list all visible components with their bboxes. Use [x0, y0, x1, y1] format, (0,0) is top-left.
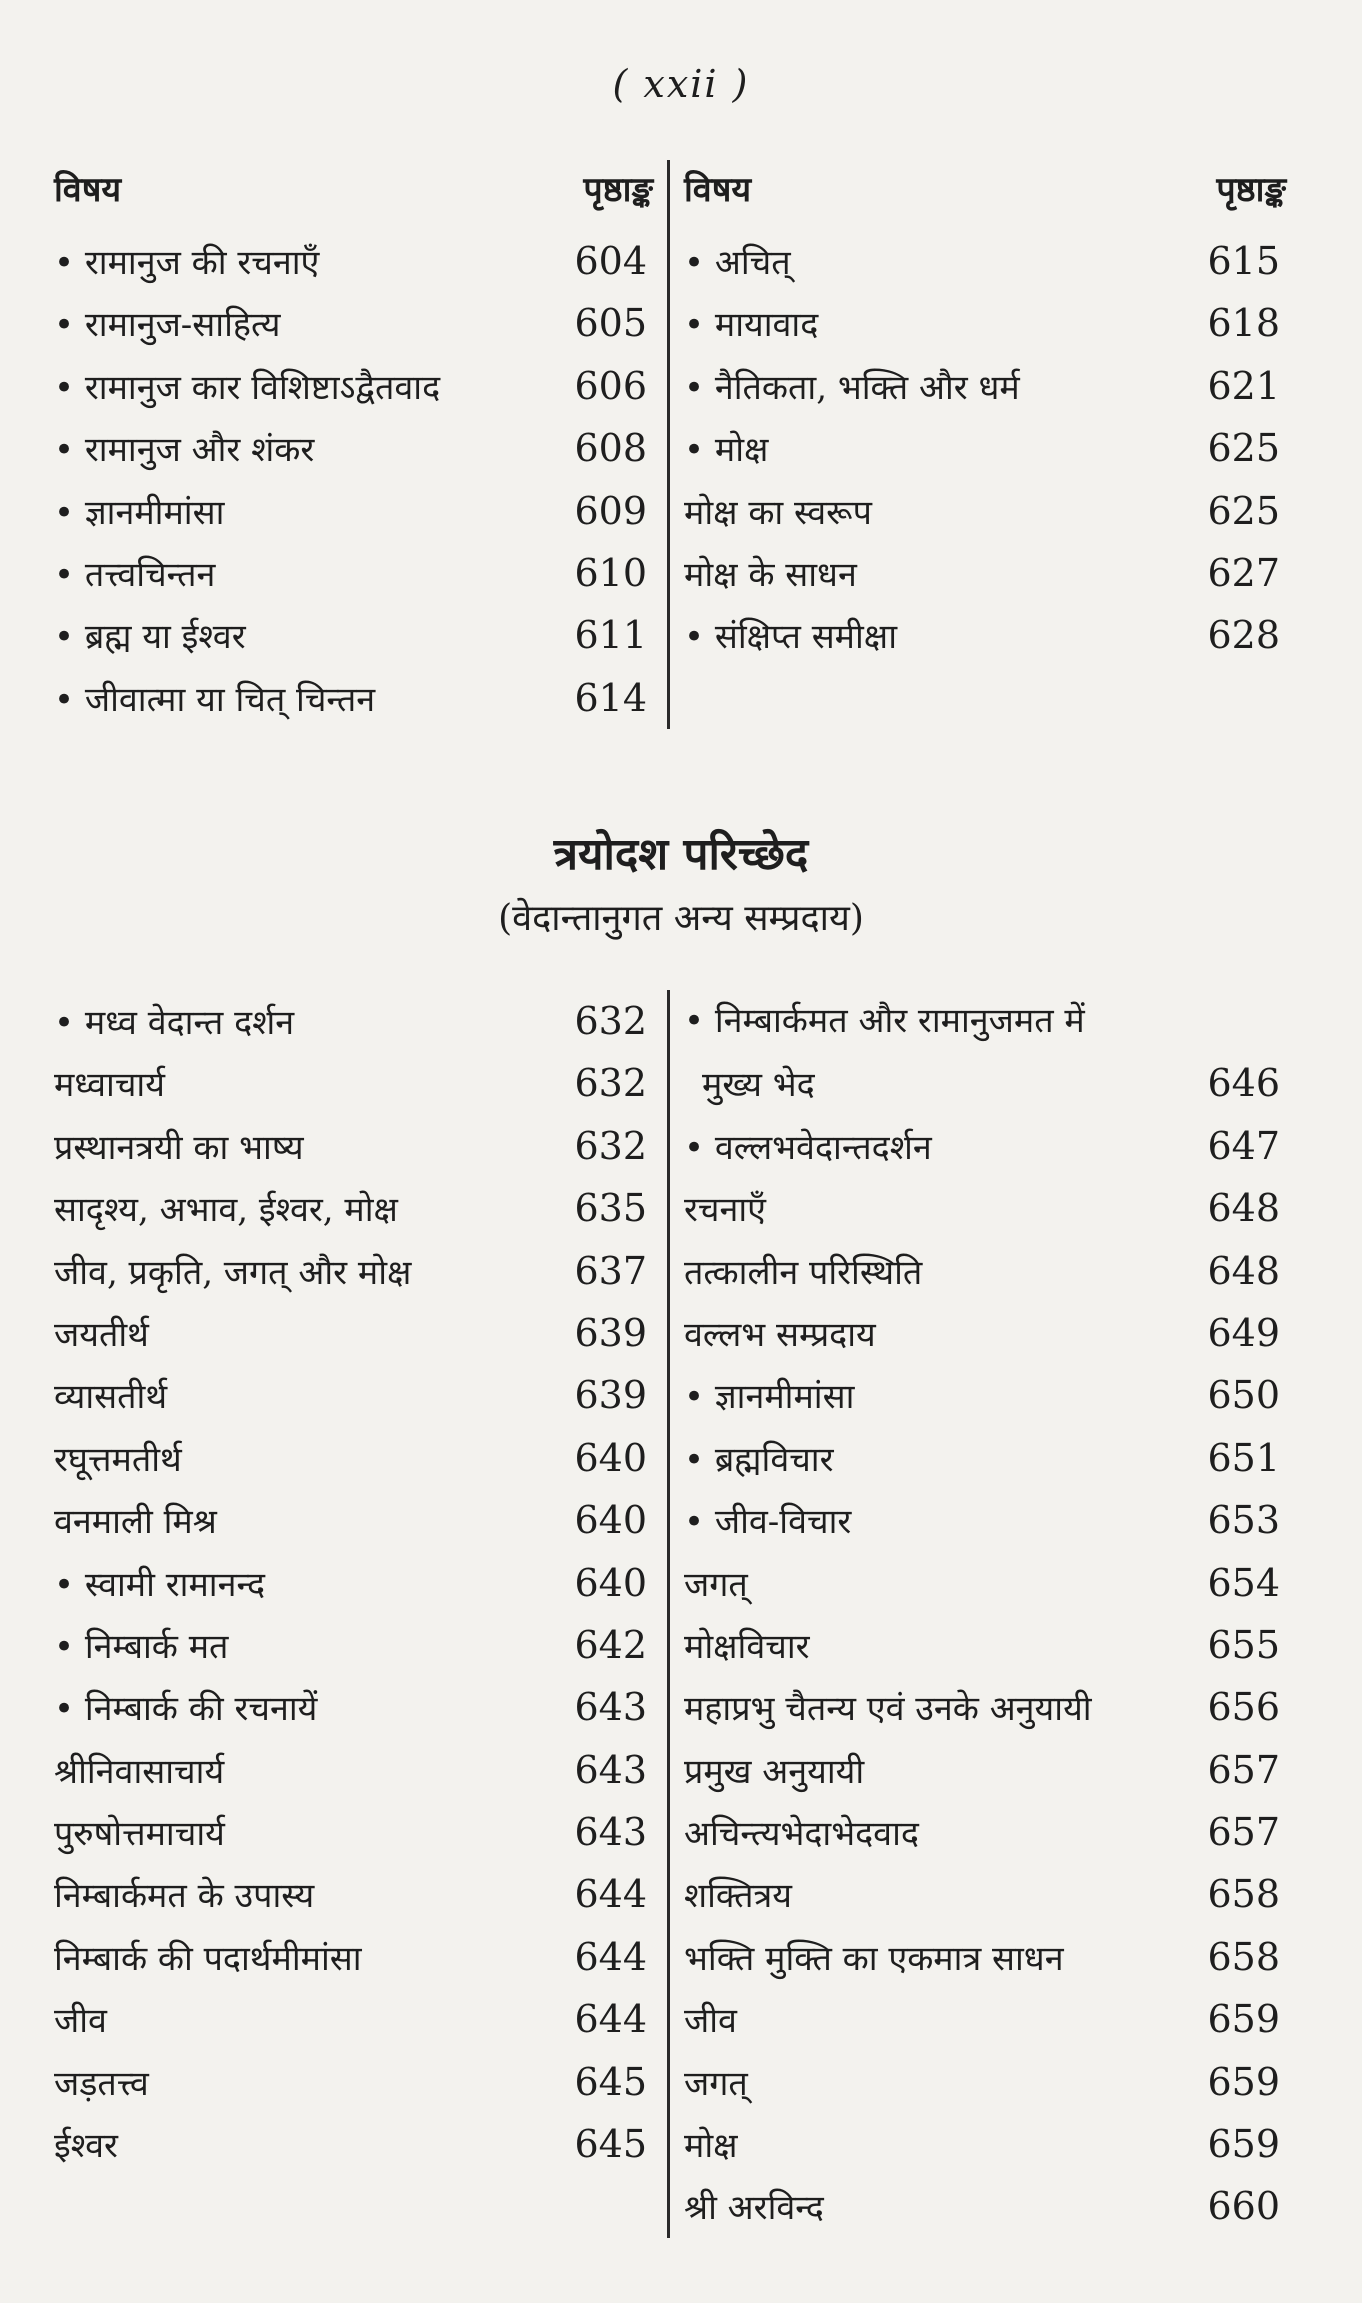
entry-label: रघूत्तमतीर्थ: [54, 1439, 182, 1480]
entry-page: 643: [574, 1810, 647, 1855]
entry-label: जीव, प्रकृति, जगत् और मोक्ष: [54, 1252, 412, 1293]
entry-page: 610: [574, 550, 647, 595]
entry-page: 655: [1207, 1622, 1280, 1667]
entry-label: जीव: [684, 2001, 737, 2042]
entry-label: • रामानुज कार विशिष्टाऽद्वैतवाद: [54, 367, 441, 408]
entry-page: 608: [574, 426, 647, 471]
toc-entry: [54, 1115, 653, 1177]
entry-label: वनमाली मिश्र: [54, 1502, 217, 1543]
entry-page: 645: [574, 2059, 647, 2104]
toc-entry: [684, 292, 1286, 354]
toc-entry: [684, 1177, 1286, 1239]
entry-page: 637: [574, 1248, 647, 1293]
toc-entry: [54, 292, 653, 354]
entry-label: • रामानुज की रचनाएँ: [54, 243, 320, 283]
toc-entry: [684, 1489, 1286, 1551]
toc-entry: [54, 990, 653, 1052]
bottom-left-column: [40, 990, 670, 2238]
subject-heading: विषय: [684, 170, 752, 210]
entry-label: जगत्: [684, 1564, 748, 1605]
entry-page: 643: [574, 1685, 647, 1730]
entry-page: 653: [1207, 1498, 1280, 1543]
entry-page: 643: [574, 1747, 647, 1792]
toc-entry: [684, 1801, 1286, 1863]
toc-entry: [684, 1926, 1286, 1988]
toc-entry: [54, 1302, 653, 1364]
entry-page: 645: [574, 2122, 647, 2167]
entry-label: • तत्त्वचिन्तन: [54, 554, 216, 595]
entry-page: 611: [574, 613, 647, 658]
bottom-toc-section: [40, 990, 1302, 2238]
entry-label: • नैतिकता, भक्ति और धर्म: [684, 367, 1020, 408]
toc-entry: [54, 2051, 653, 2113]
entry-label: महाप्रभु चैतन्य एवं उनके अनुयायी: [684, 1689, 1092, 1730]
entry-label: मोक्ष का स्वरूप: [684, 492, 872, 533]
entry-page: 644: [574, 1997, 647, 2042]
toc-entry: [684, 2051, 1286, 2113]
entry-page: 614: [574, 675, 647, 720]
entry-label: मोक्षविचार: [684, 1626, 810, 1667]
toc-entry: [54, 1676, 653, 1738]
entry-label: • वल्लभवेदान्तदर्शन: [684, 1127, 932, 1168]
entry-label: मोक्ष के साधन: [684, 554, 857, 595]
toc-entry-continued: [684, 1052, 1286, 1114]
entry-page: 657: [1207, 1747, 1280, 1792]
toc-entry: [684, 2113, 1286, 2175]
toc-entry: [54, 1739, 653, 1801]
entry-page: 615: [1207, 239, 1280, 283]
entry-page: 606: [574, 363, 647, 408]
entry-label: श्री अरविन्द: [684, 2188, 824, 2229]
chapter-subtitle: (वेदान्तानुगत अन्य सम्प्रदाय): [498, 898, 864, 939]
entry-page: 640: [574, 1435, 647, 1480]
entry-page: 651: [1207, 1435, 1280, 1480]
toc-entry: [684, 990, 1286, 1052]
entry-page: 621: [1207, 363, 1280, 408]
top-right-column: [670, 160, 1300, 729]
toc-entry: [684, 542, 1286, 604]
toc-entry: [684, 230, 1286, 292]
toc-entry: [684, 1739, 1286, 1801]
entry-label: • जीव-विचार: [684, 1502, 852, 1543]
entry-page: 650: [1207, 1373, 1280, 1418]
entry-page: 647: [1207, 1123, 1280, 1168]
entry-label: शक्तित्रय: [684, 1876, 793, 1917]
entry-page: 627: [1207, 550, 1280, 595]
toc-entry: [54, 1926, 653, 1988]
entry-page: 660: [1207, 2184, 1280, 2229]
entry-label: • ब्रह्म या ईश्वर: [54, 617, 246, 658]
entry-label: • निम्बार्क की रचनायें: [54, 1689, 318, 1730]
toc-entry: [54, 1364, 653, 1426]
toc-entry: [684, 1364, 1286, 1426]
top-left-column: [40, 160, 670, 729]
toc-entry: [684, 417, 1286, 479]
entry-label: • संक्षिप्त समीक्षा: [684, 617, 897, 658]
entry-page: 648: [1207, 1186, 1280, 1231]
entry-label: • रामानुज-साहित्य: [54, 305, 281, 346]
entry-label: सादृश्य, अभाव, ईश्वर, मोक्ष: [54, 1190, 398, 1231]
entry-label: जीव: [54, 2001, 107, 2042]
toc-entry: [684, 604, 1286, 666]
toc-entry: [54, 604, 653, 666]
entry-label: मुख्य भेद: [702, 1065, 815, 1106]
entry-label: • ज्ञानमीमांसा: [54, 492, 225, 533]
entry-page: 648: [1207, 1248, 1280, 1293]
toc-entry: [684, 1988, 1286, 2050]
entry-label: व्यासतीर्थ: [54, 1377, 168, 1418]
chapter-title: त्रयोदश परिच्छेद: [553, 829, 809, 880]
toc-entry: [684, 2175, 1286, 2237]
toc-entry: [684, 1427, 1286, 1489]
toc-entry: [684, 1552, 1286, 1614]
entry-page: 642: [574, 1622, 647, 1667]
entry-label: • अचित्: [684, 243, 791, 283]
entry-label: • ब्रह्मविचार: [684, 1439, 834, 1480]
entry-label: • निम्बार्क मत: [54, 1626, 229, 1667]
toc-entry: [684, 1863, 1286, 1925]
page-number: ( xxii ): [612, 62, 750, 106]
toc-entry: [54, 1489, 653, 1551]
entry-page: 646: [1207, 1061, 1280, 1106]
entry-label: अचिन्त्यभेदाभेदवाद: [684, 1814, 919, 1855]
entry-page: 632: [574, 999, 647, 1043]
entry-page: 632: [574, 1123, 647, 1168]
entry-page: 625: [1207, 488, 1280, 533]
column-header: [54, 160, 653, 220]
entry-page: 654: [1207, 1560, 1280, 1605]
entry-page: 656: [1207, 1685, 1280, 1730]
toc-entry: [54, 667, 653, 729]
entry-page: 605: [574, 301, 647, 346]
toc-entry: [684, 1115, 1286, 1177]
entry-page: 644: [574, 1872, 647, 1917]
toc-entry: [54, 1177, 653, 1239]
entry-page: 658: [1207, 1872, 1280, 1917]
toc-entry: [54, 480, 653, 542]
bottom-right-column: [670, 990, 1300, 2238]
toc-entry: [684, 1302, 1286, 1364]
toc-entry: [684, 1676, 1286, 1738]
entry-page: 604: [574, 239, 647, 283]
entry-label: • स्वामी रामानन्द: [54, 1564, 266, 1605]
entry-label: जगत्: [684, 2063, 748, 2104]
entry-label: • रामानुज और शंकर: [54, 430, 315, 471]
entry-label: रचनाएँ: [684, 1190, 766, 1231]
entry-page: 625: [1207, 426, 1280, 471]
toc-entry: [54, 1240, 653, 1302]
entry-label: • मायावाद: [684, 305, 819, 346]
entry-page: 649: [1207, 1310, 1280, 1355]
entry-label: वल्लभ सम्प्रदाय: [684, 1314, 876, 1355]
entry-label: • ज्ञानमीमांसा: [684, 1377, 855, 1418]
entry-label: जड़तत्त्व: [54, 2063, 149, 2104]
entry-label: भक्ति मुक्ति का एकमात्र साधन: [684, 1938, 1064, 1979]
page-heading: पृष्ठाङ्क: [1216, 170, 1286, 210]
toc-entry: [684, 480, 1286, 542]
toc-entry: [54, 230, 653, 292]
entry-label: मोक्ष: [684, 2126, 738, 2167]
entry-page: 659: [1207, 2059, 1280, 2104]
entry-label: ईश्वर: [54, 2126, 118, 2167]
toc-entry: [54, 1052, 653, 1114]
entry-label: • मध्व वेदान्त दर्शन: [54, 1003, 295, 1043]
toc-entry: [684, 355, 1286, 417]
page-heading: पृष्ठाङ्क: [583, 170, 653, 210]
entry-label: निम्बार्कमत के उपास्य: [54, 1876, 315, 1917]
toc-entry: [54, 1863, 653, 1925]
toc-entry: [54, 542, 653, 604]
entry-page: 635: [574, 1186, 647, 1231]
entry-label: प्रस्थानत्रयी का भाष्य: [54, 1127, 304, 1168]
top-toc-section: [40, 160, 1302, 729]
entry-label: • जीवात्मा या चित् चिन्तन: [54, 679, 376, 720]
entry-label: • मोक्ष: [684, 430, 769, 471]
entry-label: श्रीनिवासाचार्य: [54, 1751, 225, 1792]
toc-entry: [54, 1614, 653, 1676]
toc-entry: [54, 2113, 653, 2175]
entry-page: 618: [1207, 301, 1280, 346]
toc-entry: [684, 1614, 1286, 1676]
entry-label: निम्बार्क की पदार्थमीमांसा: [54, 1938, 362, 1979]
toc-entry: [54, 1552, 653, 1614]
entry-page: 659: [1207, 2122, 1280, 2167]
entry-page: 657: [1207, 1810, 1280, 1855]
subject-heading: विषय: [54, 170, 122, 210]
toc-entry: [54, 1801, 653, 1863]
entry-label: मध्वाचार्य: [54, 1065, 165, 1106]
entry-page: 609: [574, 488, 647, 533]
toc-entry: [54, 1988, 653, 2050]
entry-page: 659: [1207, 1997, 1280, 2042]
entry-page: 639: [574, 1310, 647, 1355]
entry-page: 644: [574, 1934, 647, 1979]
entry-label: प्रमुख अनुयायी: [684, 1751, 865, 1792]
entry-page: 640: [574, 1560, 647, 1605]
entry-label: जयतीर्थ: [54, 1314, 149, 1355]
entry-page: 658: [1207, 1934, 1280, 1979]
entry-page: 632: [574, 1061, 647, 1106]
entry-page: 639: [574, 1373, 647, 1418]
entry-label: पुरुषोत्तमाचार्य: [54, 1814, 225, 1855]
toc-entry: [54, 1427, 653, 1489]
entry-label: तत्कालीन परिस्थिति: [684, 1252, 923, 1293]
toc-entry: [54, 417, 653, 479]
toc-entry: [684, 1240, 1286, 1302]
entry-page: 640: [574, 1498, 647, 1543]
entry-page: 628: [1207, 613, 1280, 658]
entry-label: • निम्बार्कमत और रामानुजमत में: [684, 1001, 1085, 1041]
column-header: [684, 160, 1286, 220]
toc-entry: [54, 355, 653, 417]
